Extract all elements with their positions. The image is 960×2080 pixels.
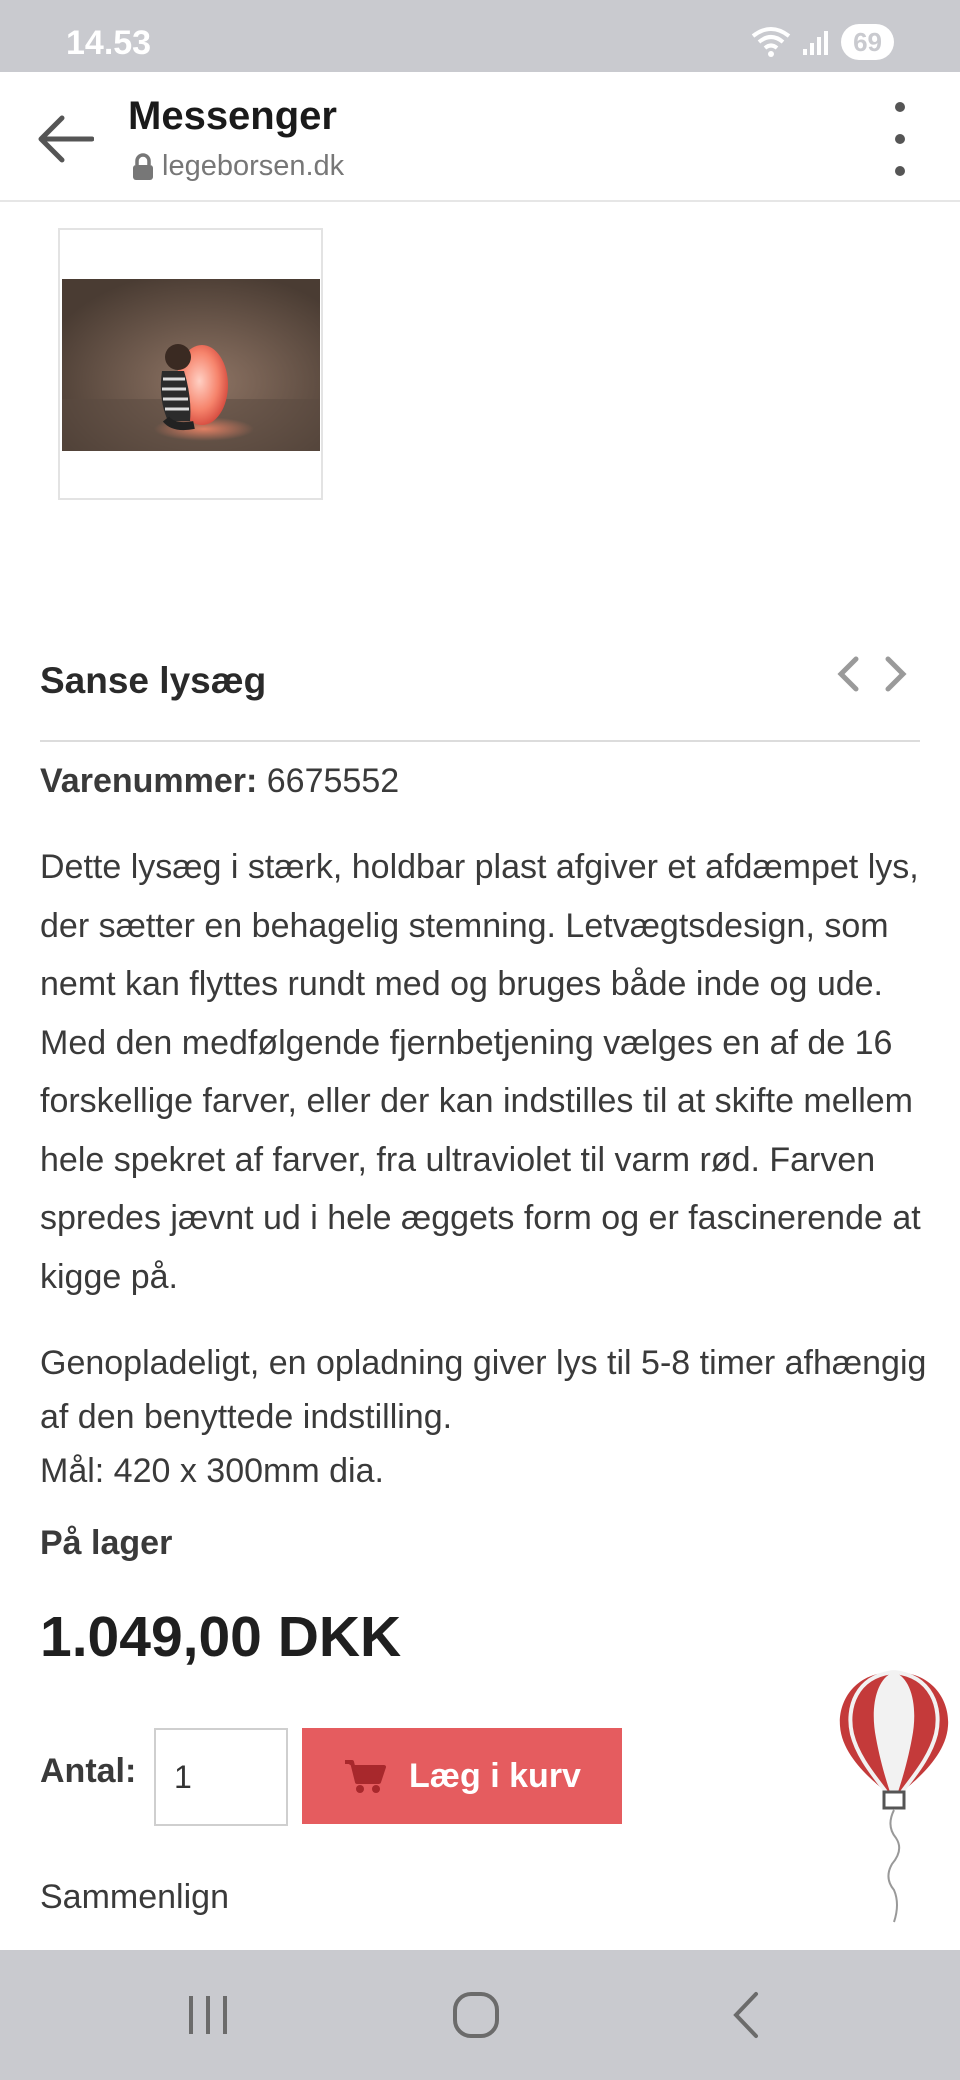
stock-status: På lager	[40, 1524, 173, 1562]
chevron-right-icon	[884, 656, 908, 692]
lock-icon	[132, 153, 154, 181]
quantity-input[interactable]	[154, 1728, 288, 1826]
status-time: 14.53	[66, 24, 152, 62]
balloon-icon[interactable]	[836, 1668, 952, 1924]
url-text: legeborsen.dk	[162, 150, 345, 182]
browser-url[interactable]	[132, 150, 344, 183]
back-button[interactable]	[30, 104, 100, 174]
back-arrow-icon	[36, 114, 94, 164]
status-icons	[751, 22, 894, 62]
system-back-button[interactable]	[706, 1980, 786, 2050]
status-bar	[0, 0, 960, 72]
compare-link[interactable]: Sammenlign	[40, 1878, 229, 1916]
previous-product-button[interactable]	[832, 654, 864, 694]
more-vert-icon[interactable]	[880, 102, 920, 176]
signal-icon	[801, 27, 831, 57]
recents-button[interactable]	[168, 1980, 248, 2050]
next-product-button[interactable]	[880, 654, 912, 694]
back-icon	[728, 1990, 764, 2040]
add-to-cart-label: Læg i kurv	[409, 1756, 581, 1795]
cart-icon	[343, 1758, 387, 1794]
browser-header	[0, 72, 960, 202]
system-nav-bar	[0, 1950, 960, 2080]
recents-icon	[185, 1992, 231, 2038]
sku-line	[40, 762, 399, 801]
product-details	[40, 1336, 930, 1498]
chevron-left-icon	[836, 656, 860, 692]
product-nav	[832, 654, 912, 694]
sku-label: Varenummer:	[40, 762, 258, 800]
home-icon	[451, 1990, 501, 2040]
quantity-label: Antal:	[40, 1752, 137, 1790]
product-description: Dette lysæg i stærk, holdbar plast afgiver et afdæmpet lys, der sætter en behagelig stemning. Letvægtsdesign, som nemt kan flyttes rundt med og bruges både inde og ude. Med den medfølgende fjernbetjening vælges en af de 16 forskellige farver, eller der kan indstilles til at skifte mellem hele spekret af farver, fra ultraviolet til varm rød. Farven spredes jævnt ud i hele æggets form og er fascinerende at kigge på.	[40, 848, 921, 1296]
product-image	[62, 279, 320, 451]
charging-info: Genopladeligt, en opladning giver lys til 5-8 timer afhængig af den benyttede indstilling.	[40, 1344, 927, 1436]
sku-value: 6675552	[257, 762, 400, 800]
home-button[interactable]	[436, 1980, 516, 2050]
browser-title: Messenger	[128, 94, 337, 138]
dimensions-info: Mål: 420 x 300mm dia.	[40, 1452, 384, 1490]
battery-icon: 69	[841, 24, 894, 60]
divider	[40, 740, 920, 742]
product-title: Sanse lysæg	[40, 660, 267, 701]
wifi-icon	[751, 26, 791, 58]
product-thumbnail[interactable]	[58, 228, 323, 500]
product-price: 1.049,00 DKK	[40, 1605, 402, 1669]
add-to-cart-button[interactable]	[302, 1728, 622, 1824]
